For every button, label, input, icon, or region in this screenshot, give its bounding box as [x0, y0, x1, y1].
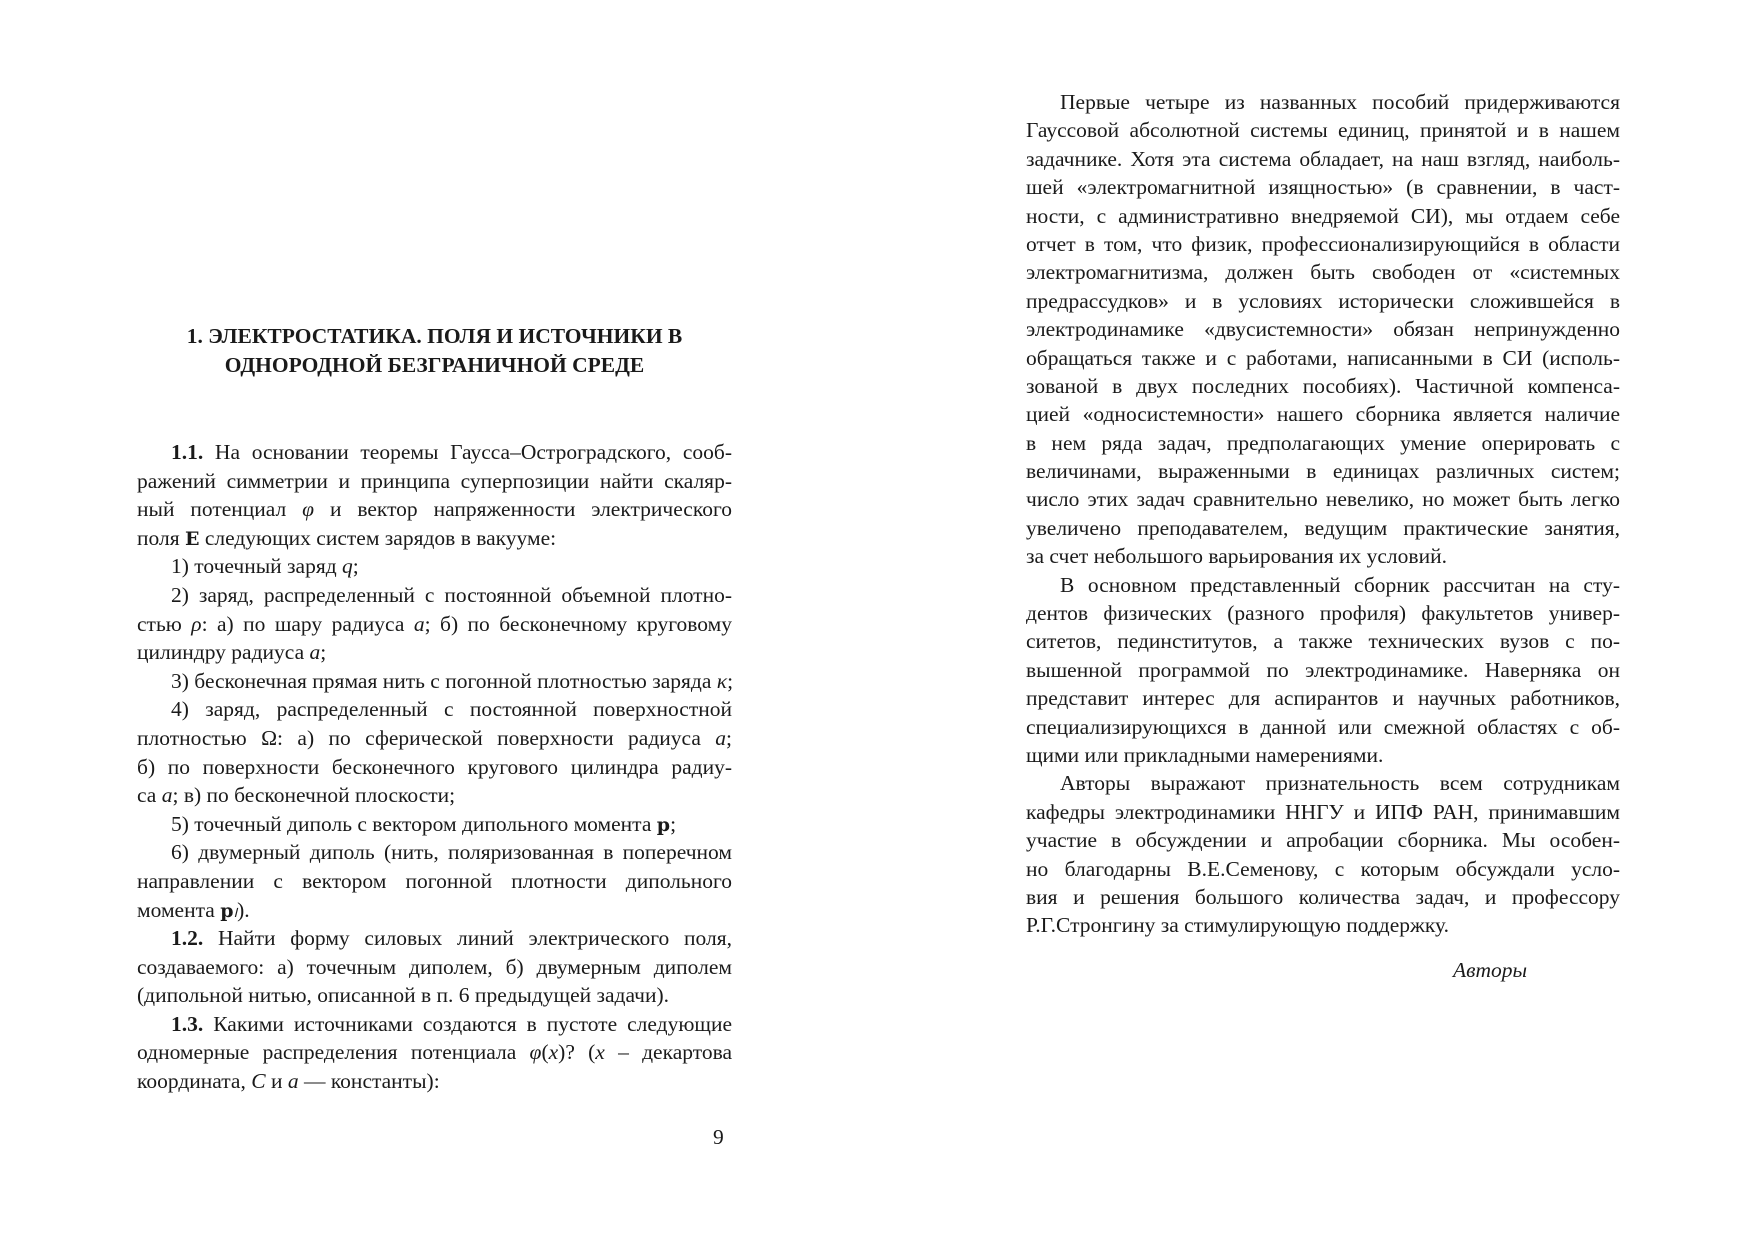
- text-run: и вектор напряженности электрического: [314, 497, 732, 522]
- text-line: [137, 495, 732, 524]
- text-run: момента: [137, 897, 221, 922]
- text-line: [137, 867, 732, 896]
- text-line: [1026, 769, 1620, 797]
- text-run: щими или прикладными намерениями.: [1026, 742, 1384, 767]
- math-symbol: φ: [302, 497, 315, 522]
- text-run: и: [265, 1069, 288, 1094]
- text-run: создаваемого: а) точечным диполем, б) двумерным диполем: [137, 954, 732, 979]
- text-run: направлении с вектором погонной плотности дипольного: [137, 868, 732, 893]
- text-run: вышенной программой по электродинамике. Наверняка он: [1026, 657, 1620, 682]
- text-run: ;: [320, 640, 327, 665]
- math-symbol: φ: [529, 1040, 542, 1065]
- text-run: ;: [670, 811, 677, 836]
- text-line: [137, 981, 732, 1010]
- text-line: [1026, 287, 1620, 315]
- text-run: стью: [137, 611, 192, 636]
- text-line: [1026, 400, 1620, 428]
- text-line: [1026, 855, 1620, 883]
- text-line: [1026, 429, 1620, 457]
- math-symbol: p: [656, 813, 671, 836]
- math-symbol: C: [251, 1069, 266, 1094]
- text-line: [1026, 741, 1620, 769]
- text-line: [137, 667, 732, 696]
- math-symbol: a: [287, 1069, 299, 1094]
- text-run: плотностью Ω: а) по сферической поверхности радиуса: [137, 725, 716, 750]
- problem-number: 1.3.: [171, 1011, 204, 1036]
- text-line: [1026, 116, 1620, 144]
- text-line: [1026, 571, 1620, 599]
- text-run: ности, с административно внедряемой СИ), мы отдаем себе: [1026, 203, 1620, 228]
- signature: Авторы: [1453, 958, 1528, 982]
- text-run: предрассудков» и в условиях исторически сложившейся в: [1026, 288, 1620, 313]
- text-run: ; б) по бесконечному круговому: [424, 611, 732, 636]
- text-line: [137, 896, 732, 925]
- text-run: ражений симметрии и принципа суперпозиции найти скаляр-: [137, 468, 732, 493]
- page-number: 9: [713, 1125, 724, 1149]
- text-run: но благодарны В.Е.Семенову, с которым обсуждали усло-: [1026, 856, 1620, 881]
- text-run: В основном представленный сборник рассчитан на сту-: [1060, 572, 1620, 597]
- text-line: [137, 552, 732, 581]
- text-run: 4) заряд, распределенный с постоянной поверхностной: [171, 697, 732, 722]
- chapter-heading: [137, 322, 732, 380]
- text-line: [1026, 656, 1620, 684]
- text-run: — константы):: [298, 1069, 440, 1094]
- text-run: координата,: [137, 1069, 252, 1094]
- math-symbol: a: [715, 725, 727, 750]
- text-run: в нем ряда задач, предполагающих умение оперировать с: [1026, 430, 1620, 455]
- text-line: [1026, 258, 1620, 286]
- text-run: цилиндру радиуса: [137, 640, 310, 665]
- text-run: обращаться также и с работами, написанными в СИ (исполь-: [1026, 345, 1620, 370]
- text-run: б) по поверхности бесконечного кругового цилиндра радиу-: [137, 754, 732, 779]
- math-symbol: ρ: [191, 611, 202, 636]
- text-run: 5) точечный диполь с вектором дипольного момента: [171, 811, 657, 836]
- math-symbol: a: [413, 611, 425, 636]
- problem-number: 1.1.: [171, 440, 204, 464]
- text-run: следующих систем зарядов в вакууме:: [199, 525, 557, 550]
- text-line: [1026, 344, 1620, 372]
- text-line: [1026, 485, 1620, 513]
- text-run: )? (: [558, 1040, 596, 1065]
- text-line: [137, 724, 732, 753]
- text-run: Найти форму силовых линий электрического поля,: [203, 926, 732, 951]
- text-line: [1026, 514, 1620, 542]
- math-symbol: q: [342, 554, 353, 579]
- text-run: На основании теоремы Гаусса–Остроградского, сооб-: [203, 440, 732, 464]
- text-run: одномерные распределения потенциала: [137, 1040, 530, 1065]
- text-line: [1026, 145, 1620, 173]
- text-line: [1026, 826, 1620, 854]
- text-line: [137, 581, 732, 610]
- text-run: увеличено преподавателем, ведущим практические занятия,: [1026, 515, 1620, 540]
- text-run: ситетов, пединститутов, а также технических вузов с по-: [1026, 629, 1620, 654]
- math-symbol: E: [184, 527, 200, 550]
- text-run: ;: [726, 725, 732, 750]
- text-run: отчет в том, что физик, профессионализирующийся в области: [1026, 231, 1620, 256]
- text-run: Гауссовой абсолютной системы единиц, принятой и в нашем: [1026, 118, 1620, 143]
- text-run: ; в) по бесконечной плоскости;: [172, 783, 456, 808]
- text-run: за счет небольшого варьирования их условий.: [1026, 544, 1447, 569]
- chapter-heading-line: 1. ЭЛЕКТРОСТАТИКА. ПОЛЯ И ИСТОЧНИКИ В: [186, 324, 683, 348]
- text-line: [137, 953, 732, 982]
- math-symbol: a: [309, 640, 321, 665]
- text-run: поля: [137, 525, 185, 550]
- text-run: 2) заряд, распределенный с постоянной объемной плотно-: [171, 582, 732, 607]
- text-run: ный потенциал: [137, 497, 303, 522]
- text-run: задачнике. Хотя эта система обладает, на наш взгляд, наиболь-: [1026, 146, 1620, 171]
- text-line: [1026, 173, 1620, 201]
- problem-number: 1.2.: [171, 926, 204, 951]
- text-line: [1026, 684, 1620, 712]
- text-line: [1026, 911, 1620, 939]
- text-run: вия и решения большого количества задач, и профессору: [1026, 884, 1620, 909]
- math-symbol: κ: [716, 668, 728, 693]
- text-line: [137, 638, 732, 667]
- right-page-body: [1026, 88, 1620, 940]
- text-run: Первые четыре из названных пособий придерживаются: [1060, 90, 1620, 114]
- text-run: (дипольной нитью, описанной в п. 6 предыдущей задачи).: [137, 983, 670, 1008]
- text-run: величинами, выраженными в единицах различных систем;: [1026, 459, 1620, 484]
- text-line: [137, 781, 732, 810]
- math-symbol: ₗ: [233, 897, 238, 922]
- text-line: [137, 924, 732, 953]
- text-run: электродинамике «двусистемности» обязан непринужденно: [1026, 317, 1620, 342]
- text-line: [1026, 202, 1620, 230]
- text-run: дентов физических (разного профиля) факультетов универ-: [1026, 601, 1620, 626]
- text-line: [137, 610, 732, 639]
- text-line: [1026, 542, 1620, 570]
- text-run: са: [137, 783, 162, 808]
- text-run: ).: [237, 897, 250, 922]
- text-line: [1026, 883, 1620, 911]
- text-line: [137, 753, 732, 782]
- text-run: Р.Г.Стронгину за стимулирующую поддержку.: [1026, 913, 1449, 938]
- text-line: [1026, 798, 1620, 826]
- text-line: [137, 467, 732, 496]
- text-line: [1026, 88, 1620, 116]
- math-symbol: p: [220, 899, 234, 922]
- text-line: [1026, 713, 1620, 741]
- text-run: участие в обсуждении и апробации сборника. Мы особен-: [1026, 828, 1620, 853]
- text-run: электромагнитизма, должен быть свободен от «системных: [1026, 260, 1620, 285]
- text-run: представит интерес для аспирантов и научных работников,: [1026, 686, 1620, 711]
- text-line: [137, 838, 732, 867]
- math-symbol: a: [161, 783, 173, 808]
- text-run: 3) бесконечная прямая нить с погонной плотностью заряда: [171, 668, 717, 693]
- math-symbol: x: [595, 1040, 605, 1065]
- text-line: [137, 438, 732, 467]
- text-run: кафедры электродинамики ННГУ и ИПФ РАН, принимавшим: [1026, 799, 1620, 824]
- text-run: 6) двумерный диполь (нить, поляризованная в поперечном: [171, 840, 732, 865]
- text-line: [1026, 457, 1620, 485]
- text-line: [137, 524, 732, 553]
- text-line: [137, 810, 732, 839]
- text-line: [1026, 599, 1620, 627]
- text-line: [137, 1010, 732, 1039]
- text-run: 1) точечный заряд: [171, 554, 343, 579]
- text-run: (: [541, 1040, 549, 1065]
- math-symbol: x: [548, 1040, 559, 1065]
- text-run: ;: [352, 554, 359, 579]
- text-line: [137, 1067, 732, 1096]
- text-run: ;: [727, 668, 734, 693]
- text-run: : а) по шару радиуса: [201, 611, 414, 636]
- chapter-heading-line: ОДНОРОДНОЙ БЕЗГРАНИЧНОЙ СРЕДЕ: [224, 353, 645, 377]
- text-line: [1026, 372, 1620, 400]
- text-run: зованой в двух последних пособиях). Частичной компенса-: [1026, 373, 1620, 398]
- text-run: специализирующихся в данной или смежной областях с об-: [1026, 714, 1620, 739]
- text-line: [1026, 230, 1620, 258]
- text-run: Какими источниками создаются в пустоте следующие: [203, 1011, 732, 1036]
- text-run: цией «односистемности» нашего сборника является наличие: [1026, 402, 1620, 427]
- text-run: число этих задач сравнительно невелико, но может быть легко: [1026, 487, 1620, 512]
- left-page-body: [137, 438, 732, 1096]
- text-line: [1026, 627, 1620, 655]
- text-line: [1026, 315, 1620, 343]
- text-run: Авторы выражают признательность всем сотрудникам: [1060, 771, 1620, 796]
- text-line: [137, 695, 732, 724]
- text-line: [137, 1038, 732, 1067]
- text-run: – декартова: [604, 1040, 732, 1065]
- text-run: шей «электромагнитной изящностью» (в сравнении, в част-: [1026, 175, 1620, 200]
